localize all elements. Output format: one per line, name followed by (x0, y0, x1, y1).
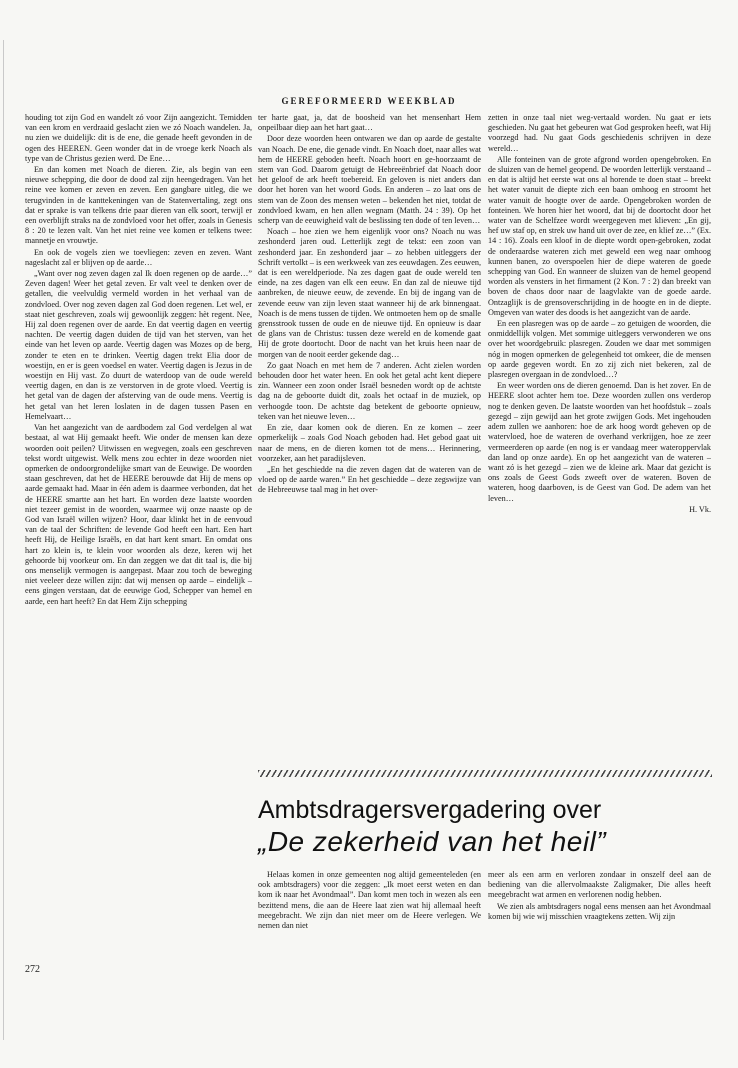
running-head: GEREFORMEERD WEEKBLAD (281, 96, 457, 106)
paragraph: En weer worden ons de dieren genoemd. Dan is het zover. En de HEERE sloot achter hem toe. Deze woorden zullen ons verderop nog te denken geven. De laatste woorden van het hoofdstuk – zoals gezegd – zijn gewijd aan het grote zwijgen Gods. Met ingehouden adem zullen we aanhoren: hoe de ark hoog wordt geheven op de watervloed, hoe de wateren de overhand verkrijgen, hoe ze zeer vermeerderen op aarde (en nog is er vandaag meer wateroppervlak dan land op onze aarde). En op het aangezicht van de wateren – want zó is het gezegd – zien we de kleine ark. Maar dat gezicht is ons zoals de Geest Gods zweeft over de wateren. Boven de wateren, hoog daarboven, is de Geest van God. De adem van het leven… (488, 381, 711, 503)
paragraph: zetten in onze taal niet weg-vertaald worden. Nu gaat er iets geschieden. Nu gaat het gebeuren wat God gesproken heeft, wat Hij voorzegd had. Nu gaat Gods geschiedenis schrijven in deze wereld… (488, 113, 711, 153)
paragraph: Door deze woorden heen ontwaren we dan op aarde de gestalte van Noach. De ene, die genade vindt. En Noach doet, naar alles wat hem de HEERE geboden heeft. Noach hoort en ge-hoorzaamt de stem van God. Daarom getuigt de Hebreeënbrief dat Noach door het geloof de ark heeft toebereid. En geloven is niet anders dan door het horen van het woord Gods. En anderen – zo laat ons de stem van de Zoon des mensen weten – bekenden het niet, totdat de zondvloed kwam, en hen allen wegnam (Matth. 24 : 39). Op het scherp van de eeuwigheid valt de beslissing ten dode of ten leven… (258, 134, 481, 226)
paragraph: Zo gaat Noach en met hem de 7 anderen. Acht zielen worden behouden door het water heen. En ook het getal acht kent diepere zin. Wanneer een zoon onder Israël besneden wordt op de achtste dag na de geboorte duidt dit, zoals het octaaf in de muziek, op verhoogde toon. De achtste dag betekent de geboorte opnieuw, teken van het nieuwe leven… (258, 360, 481, 421)
paragraph: Van het aangezicht van de aardbodem zal God verdelgen al wat bestaat, al wat Hij gemaakt heeft. Wie onder de mensen kan deze woorden ooit peilen? Uitwissen en wegvegen, zoals een geschreven tekst wordt uitgewist. Welk mens zou echter in deze woorden niet opmerken de ondoorgrondelijke smart van de Eeuwige. De woorden staan geschreven, dat het de HEERE berouwde dat Hij de mens op aarde gemaakt had. Maar in één adem is daarmee verbonden, dat het de HEERE smartte aan het hart. En worden deze laatste woorden niet tezeer gemist in de woorden, waarmee wij onze naaste op de God van Israël willen wijzen? Hoor, daar klinkt het in de eenvoud van de taal der Schriften: de levende God heeft een hart. Een hart heeft Hij, de Heilige Israëls, en dat hart kent smart. En omdat ons hart zo klein is, te klein voor woorden als deze, keren wij het gehoorde bij voorkeur om. En dan zeggen we dat dit taal is, die bij ons menselijk vermogen is aangepast. Maar zou toch de beweging niet veeleer deze willen zijn: dat wij mensen op aarde – eindelijk – eens gingen verstaan, dat de eeuwige God, Schepper van hemel en aarde, een hart heeft? En dat Hem Zijn schepping (25, 423, 252, 606)
text-column-3 (488, 113, 711, 769)
paragraph: Helaas komen in onze gemeenten nog altijd gemeenteleden (en ook ambtsdragers) voor die zeggen: „Ik moet eerst weten en dan kom ik naar het Avondmaal”. Dan komt men toch in wezen als een bezittend mens, die aan de Heere laat zien wat hij allemaal heeft meegebracht. We zijn dan niet meer om de Heere verlegen. We nemen dan niet (258, 870, 481, 931)
article-column-left (258, 870, 481, 962)
decorative-divider (258, 770, 712, 777)
paragraph: houding tot zijn God en wandelt zó voor Zijn aangezicht. Temidden van een krom en verdraaid geslacht zien we zó Noach wandelen. Ja, nu zien we duidelijk: dit is de ene, die genade heeft gevonden in de ogen des HEEREN. Geen wonder dat in de vroege kerk Noach als type van de Christus gezien werd. De Ene… (25, 113, 252, 163)
paragraph: We zien als ambtsdragers nogal eens mensen aan het Avondmaal komen bij wie wij misschien vraagtekens zetten. Wij zijn (488, 901, 711, 921)
article-title-line-1: Ambtsdragersvergadering over (258, 796, 602, 824)
article-title-line-2: „De zekerheid van het heil” (258, 826, 607, 857)
paragraph: „Want over nog zeven dagen zal Ik doen regenen op de aarde…” Zeven dagen! Weer het getal zeven. Er valt veel te denken over de getallen, die veelvuldig vermeld worden in het verhaal van de zondvloed. Over nog zeven dagen zal God doen regenen. Let wel, er staat niet geschreven, zoals wij gewoonlijk zeggen: hèt regent. Nee, Hij zal doen regenen over de aarde. En dat veertig dagen en veertig nachten. De veertig dagen duiden de tijd van het sterven, van het einde van het leven op aarde. Veertig dagen was Mozes op de berg, zonder te eten en te drinken. Veertig dagen trekt Elia door de woestijn, en er is geen voedsel en water. Veertig dagen is Jezus in de woestijn en Hij vast. Zo duurt de waterdoop van de oude wereld veertig dagen, en dan is ze verstorven in de grote vloed. Veertig is het getal van de dagen der afsterving van de oude mens. Veertig is het getal van het leren loslaten in de dagen tussen Pasen en Hemelvaart… (25, 269, 252, 421)
page-number: 272 (25, 964, 40, 975)
page-edge-shadow (3, 40, 4, 1040)
paragraph: ter harte gaat, ja, dat de boosheid van het mensenhart Hem onpeilbaar diep aan het hart gaat… (258, 113, 481, 133)
paragraph: Alle fonteinen van de grote afgrond worden opengebroken. En de sluizen van de hemel geopend. De woorden letterlijk verstaand – en dat is altijd het eerste wat ons al horende te doen staat – breekt het water vanuit de diepte zich een baan omhoog en stroomt het water vanuit de hoogte over de aarde. Opengebroken worden de fonteinen. We horen hier het woord, dat bij de doortocht door het water van de Schelfzee wordt weergegeven met klieven: „En gij, hef uw staf op, en strek uw hand uit over de zee, en klief ze…” (Ex. 14 : 16). Zoals een kloof in de diepte wordt open-gebroken, zodat de onderaardse wateren zich met geweld een weg naar omhoog kunnen banen, zo overspoelen hier de diepe wateren de goede schepping van God. En wanneer de sluizen van de hemel geopend worden als vensters in het firmament (2 Kon. 7 : 2) dan breekt van boven de chaos door naar de laagvlakte van de goede aarde. Ontzaglijk is de grensoverschrijding in de hoogte en in de diepte. Omgeven van water des doods is het aangezicht van de aarde. (488, 154, 711, 317)
paragraph: Noach – hoe zien we hem eigenlijk voor ons? Noach nu was zeshonderd jaren oud. Letterlijk zegt de tekst: een zoon van zeshonderd jaar. En zeshonderd jaar – zo hebben uitleggers der Schrift vertolkt – is een werkweek van zes eeuwdagen. Zes eeuwen, dat is een wereldperiode. Na zes dagen gaat de oude wereld ten einde, na zes dagen van elk een eeuw. En dan zal de nieuwe tijd aanbreken, de nieuwe eeuw, de zevende. En bij de ingang van de zevende eeuw van zijn leven staat wanneer hij de ark binnengaat. Noach is de mens tussen de tijden. We ontmoeten hem op de smalle grensstrook tussen de oude en de nieuwe tijd. En opnieuw is daar de glans van de Christus: tussen deze wereld en de komende gaat Hij de grote doortocht. Door de nacht van het kruis heen naar de morgen van de nooit eerder gekende dag… (258, 227, 481, 359)
paragraph: En ook de vogels zien we toevliegen: zeven en zeven. Want nageslacht zal er blijven op de aarde… (25, 247, 252, 267)
paragraph: „En het geschiedde na die zeven dagen dat de wateren van de vloed op de aarde waren.” En het geschiedde – deze zegswijze van de Hebreeuwse taal mag in het over- (258, 464, 481, 495)
paragraph: En zie, daar komen ook de dieren. En ze komen – zeer opmerkelijk – zoals God Noach geboden had. Het gebod gaat uit naar de mens, en de dieren komen tot de mens… Herinnering, voorzeker, aan het paradijsleven. (258, 423, 481, 463)
author-signature: H. Vk. (689, 504, 711, 514)
text-column-2 (258, 113, 481, 769)
article-column-right (488, 870, 711, 962)
paragraph: En een plasregen was op de aarde – zo getuigen de woorden, die onmiddellijk volgen. Met sommige uitleggers verwonderen we ons over het woordgebruik: plasregen. Zouden we daar met sommigen nóg in mogen opmerken de gelegenheid tot omkeer, die de mensen op aarde gegeven wordt. En zo zij zich niet bekeren, zal de plasregen overgaan in de zondvloed…? (488, 319, 711, 380)
paragraph: meer als een arm en verloren zondaar in onszelf deel aan de bediening van die allervolmaakste Zaligmaker, Die alles heeft meegebracht wat armen en verlorenen nodig hebben. (488, 870, 711, 900)
text-column-1 (25, 113, 252, 707)
paragraph: En dan komen met Noach de dieren. Zie, als begin van een nieuwe schepping, die door de dood zal zijn heengedragen. Van het reine vee komen er zeven en zeven. Een gangbare uitleg, die we terugvinden in de kanttekeningen van de Statenvertaling, zegt ons dat er sprake is van telkens drie paar dieren van elk soort, terwijl er een overblijft straks na de zondvloed voor het offer, zoals in Genesis 8 : 20 te lezen valt. Van het niet reine vee komen er telkens twee: mannetje en vrouwtje. (25, 165, 252, 246)
